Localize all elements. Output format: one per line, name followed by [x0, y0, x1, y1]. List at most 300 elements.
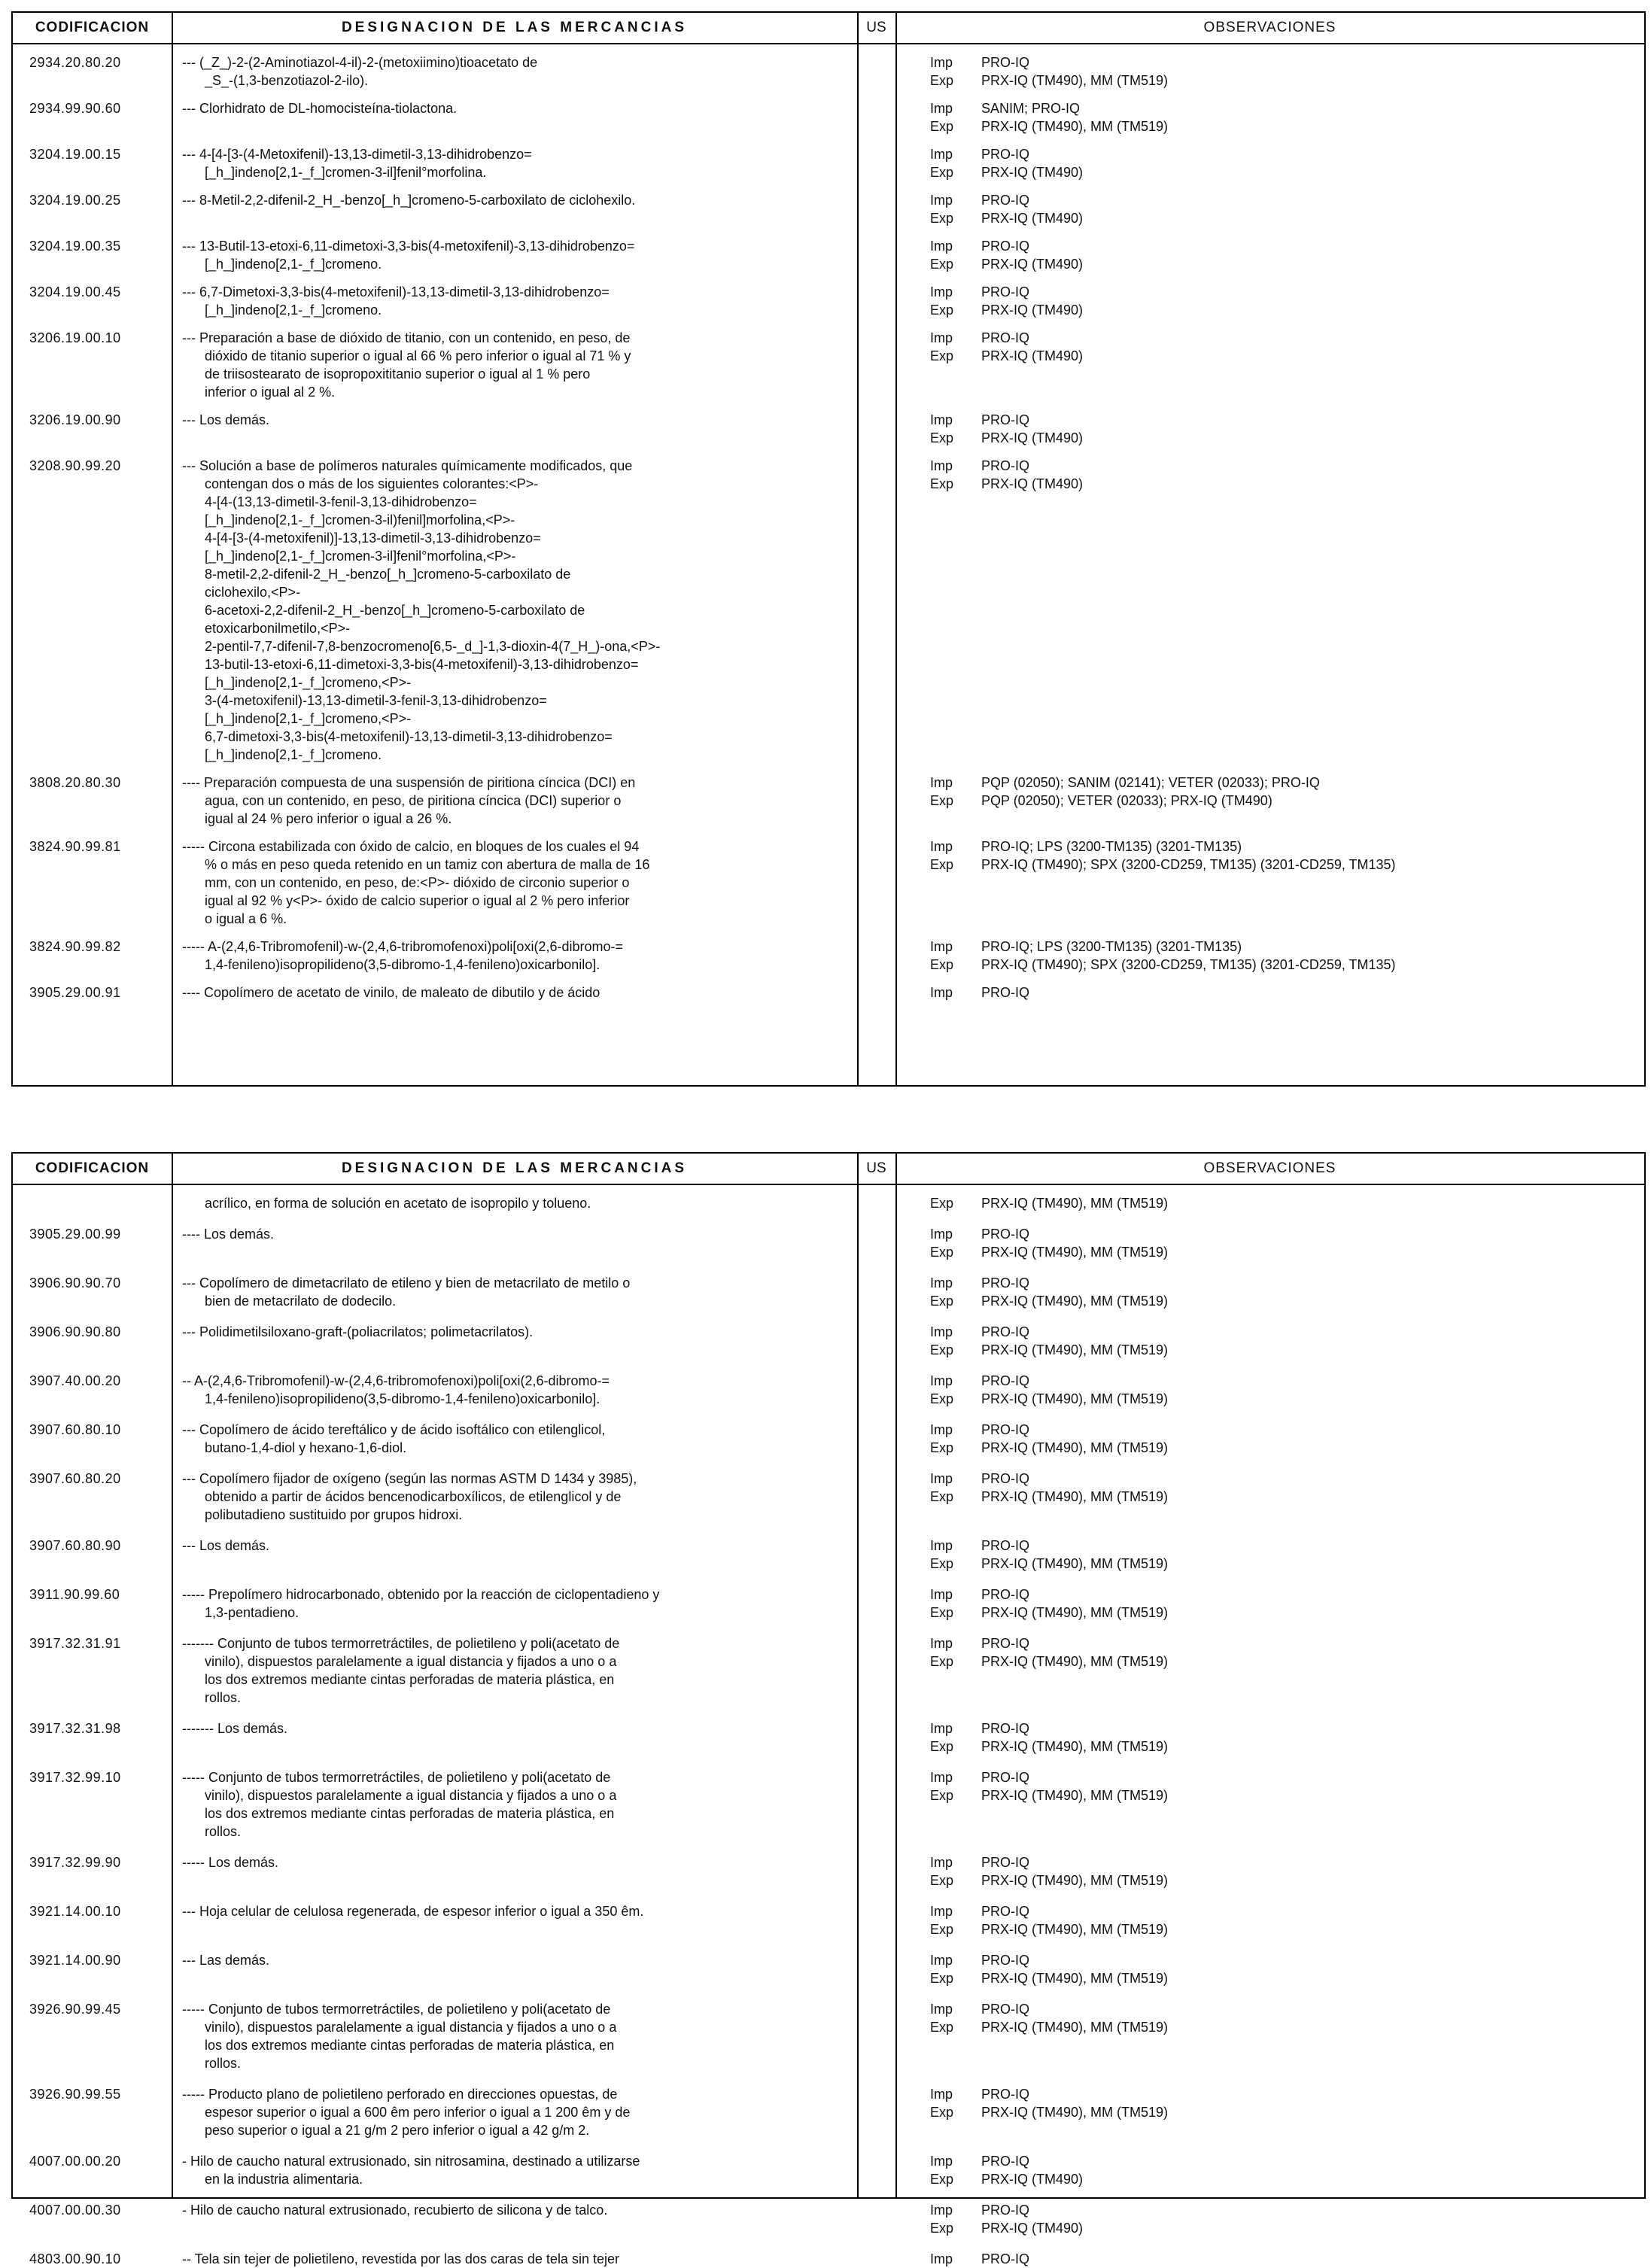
observation-value: PRO-IQ: [981, 1636, 1030, 1651]
row-designation: [172, 237, 857, 273]
row-designation: [172, 774, 857, 828]
row-code: 3906.90.90.70: [29, 1275, 121, 1291]
row-observations: [895, 2085, 1644, 2121]
designation-line: --- 13-Butil-13-etoxi-6,11-dimetoxi-3,3-bis(4-metoxifenil)-3,13-dihidrobenzo=: [182, 239, 635, 254]
designation-line: [_h_]indeno[2,1-_f_]cromen-3-il)fenil]morfolina,<P>-: [205, 512, 515, 527]
designation-line: ---- Preparación compuesta de una suspensión de piritiona cíncica (DCI) en: [182, 775, 636, 790]
designation-line: -- Tela sin tejer de polietileno, revestida por las dos caras de tela sin tejer: [182, 2251, 619, 2266]
table-row: [13, 237, 1644, 273]
observation-line: [930, 1920, 1638, 1938]
table-row: [13, 1853, 1644, 1889]
observation-value: PRX-IQ (TM490), MM (TM519): [981, 1605, 1169, 1620]
observation-line: [930, 1902, 1638, 1920]
observation-value: PRO-IQ: [981, 1324, 1030, 1339]
table-row: [13, 984, 1644, 1002]
row-observations: [895, 53, 1644, 90]
observation-line: [930, 1341, 1638, 1359]
observation-line: [930, 1323, 1638, 1341]
observation-line: [930, 1274, 1638, 1292]
observation-value: PRO-IQ; LPS (3200-TM135) (3201-TM135): [981, 839, 1242, 854]
row-designation: [172, 1323, 857, 1341]
designation-line: [_h_]indeno[2,1-_f_]cromeno.: [205, 303, 382, 318]
observation-label: Imp: [930, 1587, 953, 1602]
observation-line: [930, 1390, 1638, 1408]
row-code: 3906.90.90.80: [29, 1324, 121, 1339]
observation-label: Exp: [930, 1556, 954, 1571]
row-designation: [172, 2000, 857, 2072]
designation-line: ----- Circona estabilizada con óxido de calcio, en bloques de los cuales el 94: [182, 839, 640, 854]
designation-line: --- 8-Metil-2,2-difenil-2_H_-benzo[_h_]cromeno-5-carboxilato de ciclohexilo.: [182, 193, 636, 208]
designation-line: --- Copolímero de ácido tereftálico y de ácido isoftálico con etilenglicol,: [182, 1422, 606, 1437]
observation-line: [930, 1555, 1638, 1573]
designation-line: ----- Producto plano de polietileno perforado en direcciones opuestas, de: [182, 2087, 618, 2102]
row-observations: [895, 1585, 1644, 1622]
observation-label: Exp: [930, 1196, 954, 1211]
observation-label: Exp: [930, 2221, 954, 2236]
designation-line: acrílico, en forma de solución en acetato de isopropilo y tolueno.: [205, 1196, 591, 1211]
observation-line: [930, 1194, 1638, 1212]
designation-line: o igual a 6 %.: [205, 911, 287, 926]
observation-value: PRX-IQ (TM490), MM (TM519): [981, 1739, 1169, 1754]
row-designation: [172, 1853, 857, 1871]
designation-line: --- Preparación a base de dióxido de titanio, con un contenido, en peso, de: [182, 330, 631, 345]
row-observations: [895, 1768, 1644, 1804]
row-observations: [895, 237, 1644, 273]
designation-line: 6,7-dimetoxi-3,3-bis(4-metoxifenil)-13,13-dimetil-3,13-dihidrobenzo=: [205, 729, 613, 744]
observation-label: Imp: [930, 1373, 953, 1388]
table-row: [13, 2000, 1644, 2072]
observation-label: Exp: [930, 857, 954, 872]
observation-label: Exp: [930, 476, 954, 491]
observation-value: PRX-IQ (TM490): [981, 2221, 1084, 2236]
row-observations: [895, 329, 1644, 365]
row-designation: [172, 1585, 857, 1622]
row-code: 3204.19.00.45: [29, 284, 121, 299]
designation-line: rollos.: [205, 2056, 242, 2071]
observation-line: [930, 1634, 1638, 1652]
observation-label: Imp: [930, 412, 953, 427]
row-designation: [172, 1274, 857, 1310]
column-divider: [857, 13, 859, 1085]
observation-line: [930, 99, 1638, 117]
observation-label: Exp: [930, 348, 954, 363]
observation-label: Imp: [930, 330, 953, 345]
observation-line: [930, 792, 1638, 810]
designation-line: butano-1,4-diol y hexano-1,6-diol.: [205, 1440, 407, 1455]
designation-line: [_h_]indeno[2,1-_f_]cromeno.: [205, 747, 382, 762]
row-code: 4007.00.00.20: [29, 2154, 121, 2169]
designation-line: igual al 92 % y<P>- óxido de calcio superior o igual al 2 % pero inferior: [205, 893, 630, 908]
designation-line: --- Solución a base de polímeros naturales químicamente modificados, que: [182, 458, 633, 473]
designation-line: _S_-(1,3-benzotiazol-2-ilo).: [205, 73, 369, 88]
row-designation: [172, 2201, 857, 2219]
designation-line: ----- Prepolímero hidrocarbonado, obtenido por la reacción de ciclopentadieno y: [182, 1587, 660, 1602]
observation-label: Exp: [930, 165, 954, 180]
designation-line: los dos extremos mediante cintas perforadas de materia plástica, en: [205, 2038, 615, 2053]
observation-label: Imp: [930, 1770, 953, 1785]
row-code: 3208.90.99.20: [29, 458, 121, 473]
designation-line: peso superior o igual a 21 g/m 2 pero inferior o igual a 42 g/m 2.: [205, 2123, 590, 2138]
row-designation: [172, 2250, 857, 2268]
designation-line: contengan dos o más de los siguientes colorantes:<P>-: [205, 476, 539, 491]
table-header-row: [13, 1154, 1644, 1185]
table-row: [13, 411, 1644, 447]
designation-line: agua, con un contenido, en peso, de piritiona cíncica (DCI) superior o: [205, 793, 622, 808]
observation-label: Imp: [930, 101, 953, 116]
row-designation: [172, 2152, 857, 2188]
table-row: [13, 1323, 1644, 1359]
observation-label: Imp: [930, 1636, 953, 1651]
row-designation: [172, 1372, 857, 1408]
row-observations: [895, 457, 1644, 493]
observation-line: [930, 475, 1638, 493]
observation-value: PRX-IQ (TM490), MM (TM519): [981, 1294, 1169, 1309]
table-row: [13, 191, 1644, 227]
observation-label: Exp: [930, 73, 954, 88]
row-observations: [895, 1194, 1644, 1212]
row-designation: [172, 411, 857, 429]
designation-line: % o más en peso queda retenido en un tamiz con abertura de malla de 16: [205, 857, 650, 872]
table-row: [13, 1470, 1644, 1524]
header-observaciones: OBSERVACIONES: [1203, 20, 1336, 35]
observation-value: PRX-IQ (TM490), MM (TM519): [981, 1489, 1169, 1504]
row-code: 3204.19.00.25: [29, 193, 121, 208]
header-codificacion: CODIFICACION: [35, 1160, 150, 1176]
table-row: [13, 99, 1644, 135]
observation-value: PRX-IQ (TM490), MM (TM519): [981, 1788, 1169, 1803]
observation-value: PRO-IQ: [981, 458, 1030, 473]
observation-label: Exp: [930, 119, 954, 134]
observation-value: PRX-IQ (TM490): [981, 2172, 1084, 2187]
observation-value: PQP (02050); SANIM (02141); VETER (02033); PRO-IQ: [981, 775, 1320, 790]
observation-value: PRX-IQ (TM490); SPX (3200-CD259, TM135) (3201-CD259, TM135): [981, 857, 1396, 872]
table-row: [13, 1902, 1644, 1938]
designation-line: dióxido de titanio superior o igual al 66 % pero inferior o igual al 71 % y: [205, 348, 631, 363]
row-code: 4803.00.90.10: [29, 2251, 121, 2266]
designation-line: ----- A-(2,4,6-Tribromofenil)-w-(2,4,6-tribromofenoxi)poli[oxi(2,6-dibromo-=: [182, 939, 623, 954]
designation-line: 1,4-fenileno)isopropilideno(3,5-dibromo-1,4-fenileno)oxicarbonilo].: [205, 957, 601, 972]
observation-line: [930, 347, 1638, 365]
designation-line: [_h_]indeno[2,1-_f_]cromen-3-il]fenil°morfolina,<P>-: [205, 549, 516, 564]
table-body: [13, 1185, 1644, 2268]
observation-line: [930, 255, 1638, 273]
designation-line: obtenido a partir de ácidos bencenodicarboxílicos, de etilenglicol y de: [205, 1489, 622, 1504]
table-row: [13, 2250, 1644, 2268]
row-code: 3204.19.00.35: [29, 239, 121, 254]
designation-line: --- (_Z_)-2-(2-Aminotiazol-4-il)-2-(metoxiimino)tioacetato de: [182, 55, 538, 70]
row-observations: [895, 1225, 1644, 1261]
table-row: [13, 938, 1644, 974]
observation-line: [930, 1372, 1638, 1390]
row-observations: [895, 984, 1644, 1002]
observation-label: Exp: [930, 1873, 954, 1888]
observation-value: PRO-IQ: [981, 1953, 1030, 1968]
table-row: [13, 2152, 1644, 2188]
observation-label: Imp: [930, 1471, 953, 1486]
observation-line: [930, 301, 1638, 319]
observation-label: Exp: [930, 1654, 954, 1669]
observation-line: [930, 1537, 1638, 1555]
observation-line: [930, 2152, 1638, 2170]
observation-label: Exp: [930, 957, 954, 972]
row-code: 4007.00.00.30: [29, 2203, 121, 2218]
observation-value: PRX-IQ (TM490), MM (TM519): [981, 1654, 1169, 1669]
column-divider: [857, 1154, 859, 2197]
observation-line: [930, 838, 1638, 856]
row-observations: [895, 1634, 1644, 1671]
observation-label: Exp: [930, 1788, 954, 1803]
observation-line: [930, 191, 1638, 209]
designation-line: ---- Los demás.: [182, 1227, 275, 1242]
observation-label: Imp: [930, 239, 953, 254]
row-designation: [172, 145, 857, 181]
observation-line: [930, 984, 1638, 1002]
row-designation: [172, 1194, 857, 1212]
observation-value: PRX-IQ (TM490), MM (TM519): [981, 1873, 1169, 1888]
designation-line: - Hilo de caucho natural extrusionado, sin nitrosamina, destinado a utilizarse: [182, 2154, 640, 2169]
row-code: 3824.90.99.82: [29, 939, 121, 954]
observation-value: PRX-IQ (TM490), MM (TM519): [981, 1971, 1169, 1986]
observation-value: PRX-IQ (TM490), MM (TM519): [981, 1196, 1169, 1211]
designation-line: [_h_]indeno[2,1-_f_]cromeno,<P>-: [205, 675, 412, 690]
row-code: 3917.32.31.98: [29, 1721, 121, 1736]
designation-line: ------- Los demás.: [182, 1721, 288, 1736]
observation-line: [930, 2000, 1638, 2018]
column-divider: [172, 1154, 173, 2197]
table-row: [13, 1719, 1644, 1756]
row-designation: [172, 1768, 857, 1841]
designation-line: - Hilo de caucho natural extrusionado, recubierto de silicona y de talco.: [182, 2203, 608, 2218]
observation-value: PRO-IQ: [981, 2203, 1030, 2218]
row-observations: [895, 2250, 1644, 2268]
observation-label: Imp: [930, 2251, 953, 2266]
observation-value: PRX-IQ (TM490), MM (TM519): [981, 2105, 1169, 2120]
row-code: 3926.90.99.45: [29, 2002, 121, 2017]
row-code: 3907.60.80.20: [29, 1471, 121, 1486]
row-designation: [172, 53, 857, 90]
row-code: 3926.90.99.55: [29, 2087, 121, 2102]
observation-line: [930, 2170, 1638, 2188]
row-designation: [172, 1421, 857, 1457]
observation-value: PRX-IQ (TM490), MM (TM519): [981, 1391, 1169, 1406]
designation-line: 8-metil-2,2-difenil-2_H_-benzo[_h_]cromeno-5-carboxilato de: [205, 567, 571, 582]
row-code: 3206.19.00.90: [29, 412, 121, 427]
designation-line: --- 4-[4-[3-(4-Metoxifenil)-13,13-dimetil-3,13-dihidrobenzo=: [182, 147, 532, 162]
observation-value: PRO-IQ: [981, 2002, 1030, 2017]
designation-line: igual al 24 % pero inferior o igual a 26 %.: [205, 811, 452, 826]
observation-label: Exp: [930, 257, 954, 272]
observation-value: PRX-IQ (TM490): [981, 348, 1084, 363]
observation-value: PRO-IQ: [981, 1587, 1030, 1602]
row-observations: [895, 1274, 1644, 1310]
column-divider: [895, 1154, 897, 2197]
designation-line: ----- Los demás.: [182, 1855, 279, 1870]
row-designation: [172, 457, 857, 764]
row-designation: [172, 838, 857, 928]
observation-value: PRO-IQ: [981, 1721, 1030, 1736]
row-designation: [172, 99, 857, 117]
observation-line: [930, 1421, 1638, 1439]
header-designacion: DESIGNACION DE LAS MERCANCIAS: [341, 20, 688, 35]
table-row: [13, 1194, 1644, 1212]
row-observations: [895, 2000, 1644, 2036]
observation-line: [930, 1225, 1638, 1243]
observation-line: [930, 1768, 1638, 1786]
observation-label: Imp: [930, 147, 953, 162]
designation-line: rollos.: [205, 1824, 242, 1839]
table-row: [13, 1537, 1644, 1573]
observation-value: PRO-IQ: [981, 1471, 1030, 1486]
observation-label: Exp: [930, 1440, 954, 1455]
observation-value: PRO-IQ: [981, 55, 1030, 70]
row-code: 3808.20.80.30: [29, 775, 121, 790]
observation-value: PRO-IQ: [981, 147, 1030, 162]
header-us: US: [866, 1160, 886, 1176]
observation-line: [930, 938, 1638, 956]
row-code: 3921.14.00.10: [29, 1904, 121, 1919]
designation-line: rollos.: [205, 1690, 242, 1705]
row-designation: [172, 1951, 857, 1969]
column-divider: [895, 13, 897, 1085]
designation-line: en la industria alimentaria.: [205, 2172, 363, 2187]
tariff-table-page-1: [11, 11, 1646, 1087]
row-observations: [895, 1951, 1644, 1987]
designation-line: bien de metacrilato de dodecilo.: [205, 1294, 397, 1309]
row-designation: [172, 2085, 857, 2139]
row-observations: [895, 1719, 1644, 1756]
observation-value: SANIM; PRO-IQ: [981, 101, 1081, 116]
observation-line: [930, 1969, 1638, 1987]
row-observations: [895, 774, 1644, 810]
observation-value: PRO-IQ: [981, 1422, 1030, 1437]
observation-line: [930, 2018, 1638, 2036]
observation-label: Exp: [930, 430, 954, 445]
observation-value: PRX-IQ (TM490): [981, 430, 1084, 445]
table-row: [13, 2085, 1644, 2139]
observation-label: Imp: [930, 2002, 953, 2017]
designation-line: 3-(4-metoxifenil)-13,13-dimetil-3-fenil-3,13-dihidrobenzo=: [205, 693, 547, 708]
observation-line: [930, 1585, 1638, 1604]
observation-label: Exp: [930, 2105, 954, 2120]
observation-label: Exp: [930, 793, 954, 808]
observation-label: Exp: [930, 2172, 954, 2187]
row-designation: [172, 938, 857, 974]
observation-value: PRX-IQ (TM490): [981, 476, 1084, 491]
designation-line: ---- Copolímero de acetato de vinilo, de maleato de dibutilo y de ácido: [182, 985, 601, 1000]
observation-line: [930, 329, 1638, 347]
observation-value: PRO-IQ: [981, 2087, 1030, 2102]
designation-line: --- Clorhidrato de DL-homocisteína-tiolactona.: [182, 101, 458, 116]
observation-label: Imp: [930, 2087, 953, 2102]
observation-line: [930, 429, 1638, 447]
observation-value: PRO-IQ; LPS (3200-TM135) (3201-TM135): [981, 939, 1242, 954]
designation-line: vinilo), dispuestos paralelamente a igual distancia y fijados a uno o a: [205, 2020, 617, 2035]
designation-line: 1,4-fenileno)isopropilideno(3,5-dibromo-1,4-fenileno)oxicarbonilo].: [205, 1391, 601, 1406]
observation-label: Imp: [930, 775, 953, 790]
table-row: [13, 1951, 1644, 1987]
designation-line: de triisostearato de isopropoxititanio superior o igual al 1 % pero: [205, 366, 591, 382]
observation-line: [930, 209, 1638, 227]
observation-value: PRX-IQ (TM490), MM (TM519): [981, 1922, 1169, 1937]
observation-line: [930, 411, 1638, 429]
observation-line: [930, 1786, 1638, 1804]
designation-line: --- Los demás.: [182, 1538, 270, 1553]
observation-value: PRO-IQ: [981, 2154, 1030, 2169]
observation-label: Imp: [930, 1324, 953, 1339]
observation-value: PRX-IQ (TM490), MM (TM519): [981, 1342, 1169, 1357]
row-code: 3917.32.99.10: [29, 1770, 121, 1785]
observation-label: Exp: [930, 303, 954, 318]
table-row: [13, 283, 1644, 319]
observation-value: PRX-IQ (TM490), MM (TM519): [981, 1245, 1169, 1260]
row-designation: [172, 329, 857, 401]
observation-line: [930, 237, 1638, 255]
table-row: [13, 1768, 1644, 1841]
tariff-table-page-2: [11, 1152, 1646, 2266]
table-row: [13, 2201, 1644, 2237]
designation-line: ------- Conjunto de tubos termorretráctiles, de polietileno y poli(acetato de: [182, 1636, 620, 1651]
table-row: [13, 53, 1644, 90]
observation-label: Imp: [930, 839, 953, 854]
designation-line: 2-pentil-7,7-difenil-7,8-benzocromeno[6,5-_d_]-1,3-dioxin-4(7_H_)-ona,<P>-: [205, 639, 661, 654]
observation-line: [930, 2085, 1638, 2103]
row-observations: [895, 1853, 1644, 1889]
observation-label: Imp: [930, 1227, 953, 1242]
designation-line: --- Copolímero fijador de oxígeno (según las normas ASTM D 1434 y 3985),: [182, 1471, 637, 1486]
observation-line: [930, 774, 1638, 792]
designation-line: mm, con un contenido, en peso, de:<P>- dióxido de circonio superior o: [205, 875, 630, 890]
observation-line: [930, 1652, 1638, 1671]
observation-line: [930, 457, 1638, 475]
observation-label: Exp: [930, 211, 954, 226]
designation-line: 13-butil-13-etoxi-6,11-dimetoxi-3,3-bis(4-metoxifenil)-3,13-dihidrobenzo=: [205, 657, 639, 672]
observation-label: Imp: [930, 985, 953, 1000]
observation-value: PRX-IQ (TM490), MM (TM519): [981, 73, 1169, 88]
observation-line: [930, 1488, 1638, 1506]
observation-line: [930, 1951, 1638, 1969]
table-header-row: [13, 13, 1644, 44]
table-row: [13, 329, 1644, 401]
row-code: 2934.20.80.20: [29, 55, 121, 70]
designation-line: vinilo), dispuestos paralelamente a igual distancia y fijados a uno o a: [205, 1654, 617, 1669]
observation-label: Imp: [930, 1538, 953, 1553]
observation-label: Imp: [930, 2203, 953, 2218]
observation-label: Exp: [930, 1605, 954, 1620]
observation-value: PRO-IQ: [981, 1855, 1030, 1870]
row-observations: [895, 411, 1644, 447]
observation-line: [930, 1243, 1638, 1261]
row-observations: [895, 283, 1644, 319]
observation-label: Imp: [930, 284, 953, 299]
row-observations: [895, 2201, 1644, 2237]
table-row: [13, 1421, 1644, 1457]
row-code: 3907.60.80.10: [29, 1422, 121, 1437]
observation-label: Imp: [930, 1721, 953, 1736]
designation-line: 4-[4-(13,13-dimetil-3-fenil-3,13-dihidrobenzo=: [205, 494, 477, 509]
observation-label: Imp: [930, 193, 953, 208]
table-row: [13, 145, 1644, 181]
row-designation: [172, 984, 857, 1002]
row-observations: [895, 1902, 1644, 1938]
row-code: 3907.60.80.90: [29, 1538, 121, 1553]
observation-value: PRO-IQ: [981, 239, 1030, 254]
row-observations: [895, 191, 1644, 227]
header-designacion: DESIGNACION DE LAS MERCANCIAS: [341, 1160, 688, 1176]
observation-value: PRO-IQ: [981, 1227, 1030, 1242]
designation-line: vinilo), dispuestos paralelamente a igual distancia y fijados a uno o a: [205, 1788, 617, 1803]
designation-line: [_h_]indeno[2,1-_f_]cromeno,<P>-: [205, 711, 412, 726]
table-row: [13, 838, 1644, 928]
